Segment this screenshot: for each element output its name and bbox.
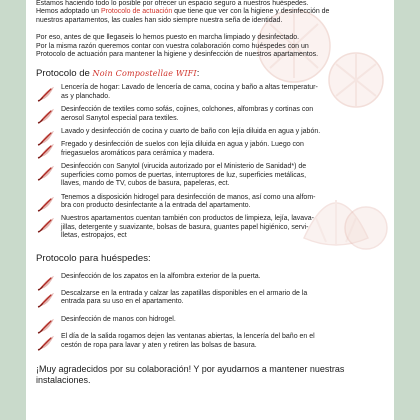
list-item-text: Lavado y desinfección de cocina y cuarto de baño con lejía diluida en agua y jabón. — [61, 128, 321, 136]
quill-pen-icon — [37, 164, 56, 181]
list-item-text: superficies como pomos de puertas, interruptores de luz, superficies metálicas, — [61, 171, 307, 179]
thanks-message: ¡Muy agradecidos por su colaboración! Y por ayudarnos a mantener nuestras instalaciones. — [36, 363, 345, 385]
protocol-list-item — [36, 128, 386, 136]
list-item-text: Descalzarse en la entrada y calzar las zapatillas disponibles en el armario de la — [61, 289, 308, 297]
list-item-text: llaves, mando de TV, cubos de basura, papeleras, ect. — [61, 180, 230, 188]
list-item-text: Desinfección de los zapatos en la alfombra exterior de la puerta. — [61, 272, 261, 280]
list-item-text: bra con producto desinfectante a la entrada del apartamento. — [61, 201, 251, 209]
intro-paragraph-1 — [36, 0, 386, 25]
protocol-list-item — [36, 163, 386, 188]
quill-pen-icon — [37, 317, 56, 334]
intro-text: Hemos adoptado un — [36, 8, 101, 16]
protocol-list-item — [36, 84, 386, 101]
list-item-text: Tenemos a disposición hidrogel para desinfección de manos, así como una alfom- — [61, 193, 316, 201]
list-item-text: entrada para su uso en el apartamento. — [61, 298, 184, 306]
intro-text: Por la misma razón queremos contar con vuestra colaboración como huéspedes con un — [36, 42, 309, 50]
protocol-list-item — [36, 215, 386, 240]
list-item-text: Desinfección de textiles como sofás, cojines, colchones, alfombras y cortinas con — [61, 106, 314, 114]
intro-text: nuestros apartamentos, las cuales han sido siempre nuestra seña de identidad. — [36, 16, 283, 24]
quill-pen-icon — [37, 274, 56, 291]
list-item-text: as y planchado. — [61, 92, 111, 100]
quill-pen-icon — [37, 291, 56, 308]
protocol-list-item — [36, 194, 386, 211]
brand-name: Noin Compostellae WIFI — [92, 69, 197, 79]
quill-pen-icon — [37, 107, 56, 124]
list-item-text: Desinfección de manos con hidrogel. — [61, 315, 176, 323]
intro-text: Por eso, antes de que llegaseis lo hemos puesto en marcha limpiado y desinfectado. — [36, 34, 300, 42]
section-title-establishment-protocol: Protocolo de Noin Compostellae WIFI: — [36, 68, 200, 80]
quill-pen-icon — [37, 85, 56, 102]
section-title-guest-protocol: Protocolo para huéspedes: — [36, 252, 151, 264]
intro-text: que tiene que ver con la higiene y desinfección de — [172, 8, 330, 16]
intro-paragraph-2 — [36, 34, 386, 59]
protocol-list-item — [36, 106, 386, 123]
document-sheet — [26, 0, 394, 420]
intro-text: Estamos haciendo todo lo posible por ofrecer un espacio seguro a nuestros huéspedes. — [36, 0, 309, 7]
quill-pen-icon — [37, 195, 56, 212]
quill-pen-icon — [37, 142, 56, 159]
intro-text: Protocolo de actuación para mantener la higiene y desinfección de nuestros apartamentos. — [36, 51, 319, 59]
list-item-text: El día de la salida rogamos dejen las ventanas abiertas, la lencería del baño en el — [61, 333, 315, 341]
guest-list-item — [36, 290, 386, 307]
list-item-text: lletas, estropajos, ect — [61, 232, 127, 240]
protocol-highlight: Protocolo de actuación — [101, 8, 173, 16]
quill-pen-icon — [37, 216, 56, 233]
protocol-list-item — [36, 141, 386, 158]
document-body — [36, 0, 386, 386]
guest-protocol-list — [36, 273, 386, 350]
list-item-text: jillas, detergente y suavizante, bolsas de basura, guantes papel higiénico, servi- — [61, 223, 309, 231]
guest-list-item — [36, 316, 386, 324]
guest-list-item — [36, 333, 386, 350]
list-item-text: Lencería de hogar: Lavado de lencería de cama, cocina y baño a altas temperatur- — [61, 84, 318, 92]
list-item-text: aerosol Sanytol especial para textiles. — [61, 114, 179, 122]
quill-pen-icon — [37, 334, 56, 351]
guest-list-item — [36, 273, 386, 281]
list-item-text: Nuestros apartamentos cuentan también con productos de limpieza, lejía, lavava- — [61, 215, 314, 223]
establishment-protocol-list — [36, 84, 386, 240]
list-item-text: friegasuelos aromáticos para cerámica y madera. — [61, 149, 215, 157]
list-item-text: Desinfección con Sanytol (virucida autorizado por el Ministerio de Sanidad*) de — [61, 163, 307, 171]
list-item-text: cestón de ropa para lavar y aten y retiren las bolsas de basura. — [61, 341, 257, 349]
list-item-text: Fregado y desinfección de suelos con lejía diluida en agua y jabón. Luego con — [61, 141, 304, 149]
